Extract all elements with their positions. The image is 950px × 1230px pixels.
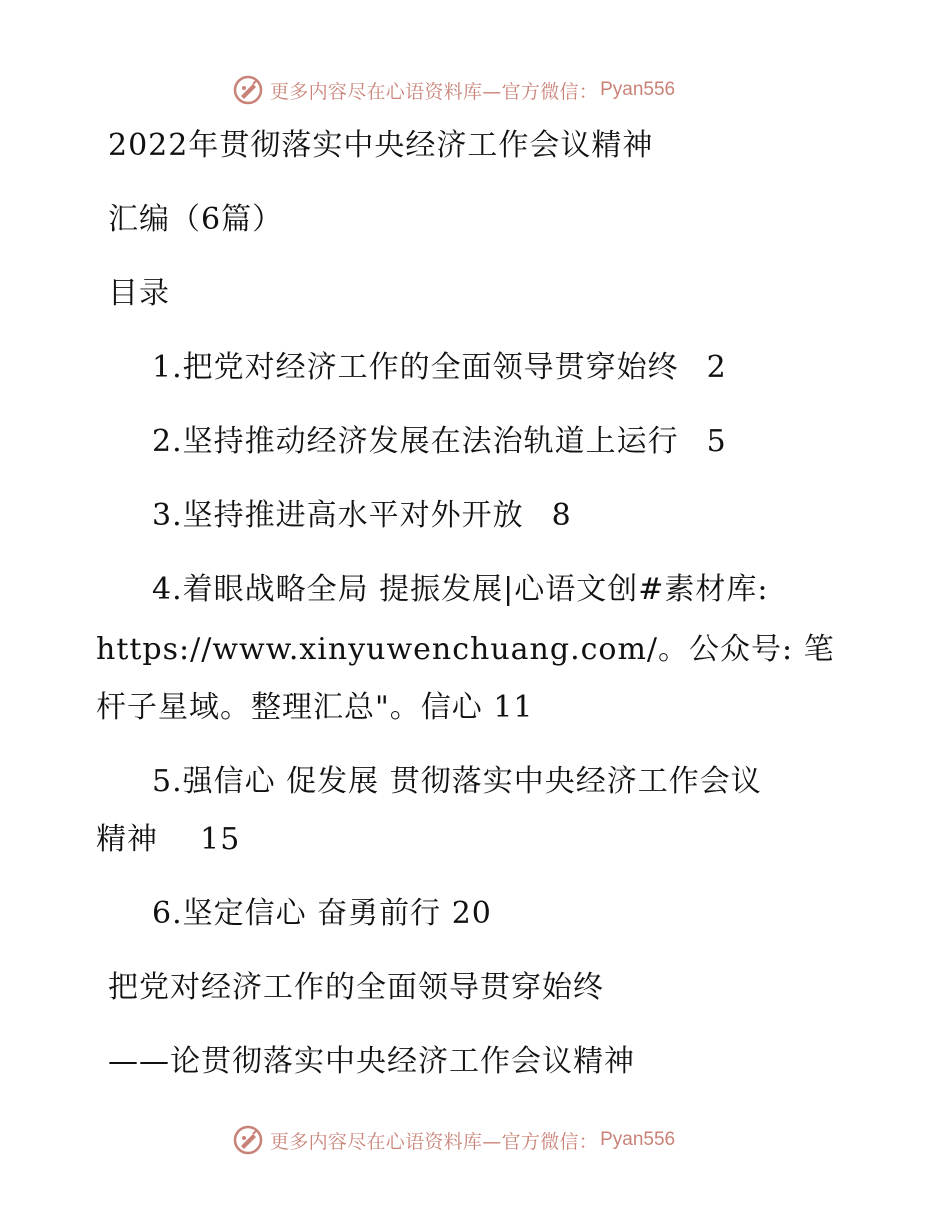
pen-logo-icon bbox=[232, 1124, 264, 1156]
toc-item-page: 8 bbox=[551, 498, 572, 533]
toc-item-label: 2.坚持推动经济发展在法治轨道上运行 bbox=[152, 424, 679, 459]
toc-item[interactable] bbox=[152, 498, 572, 534]
toc-item-4-line2: https://www.xinyuwenchuang.com/。公众号: 笔 bbox=[96, 632, 835, 667]
watermark-id: Pyan556 bbox=[600, 1129, 676, 1150]
watermark-header bbox=[232, 72, 675, 108]
article-title: 把党对经济工作的全面领导贯穿始终 bbox=[108, 970, 604, 1005]
toc-item-6[interactable]: 6.坚定信心 奋勇前行 20 bbox=[152, 896, 492, 931]
article-subtitle: ——论贯彻落实中央经济工作会议精神 bbox=[108, 1044, 635, 1079]
toc-item-4-line3: 杆子星域。整理汇总"。信心 11 bbox=[96, 690, 534, 725]
toc-item-5-line1: 5.强信心 促发展 贯彻落实中央经济工作会议 bbox=[152, 764, 762, 799]
toc-item-label: 3.坚持推进高水平对外开放 bbox=[152, 498, 524, 533]
watermark-footer bbox=[232, 1122, 675, 1158]
watermark-text: 更多内容尽在心语资料库—官方微信： bbox=[270, 1130, 599, 1153]
toc-item-page: 2 bbox=[706, 350, 727, 385]
doc-title-line1: 2022年贯彻落实中央经济工作会议精神 bbox=[108, 128, 654, 163]
toc-item-label: 1.把党对经济工作的全面领导贯穿始终 bbox=[152, 350, 679, 385]
toc-item-5-line2: 精神 15 bbox=[96, 822, 241, 857]
doc-title-line2: 汇编（6篇） bbox=[108, 202, 284, 237]
toc-heading: 目录 bbox=[108, 276, 170, 311]
watermark-id: Pyan556 bbox=[600, 79, 676, 100]
toc-item[interactable] bbox=[152, 424, 727, 460]
watermark-text: 更多内容尽在心语资料库—官方微信： bbox=[270, 80, 599, 103]
toc-item-4-line1: 4.着眼战略全局 提振发展|心语文创#素材库: bbox=[152, 572, 769, 607]
toc-item[interactable] bbox=[152, 350, 727, 386]
toc-item-page: 5 bbox=[706, 424, 727, 459]
pen-logo-icon bbox=[232, 74, 264, 106]
